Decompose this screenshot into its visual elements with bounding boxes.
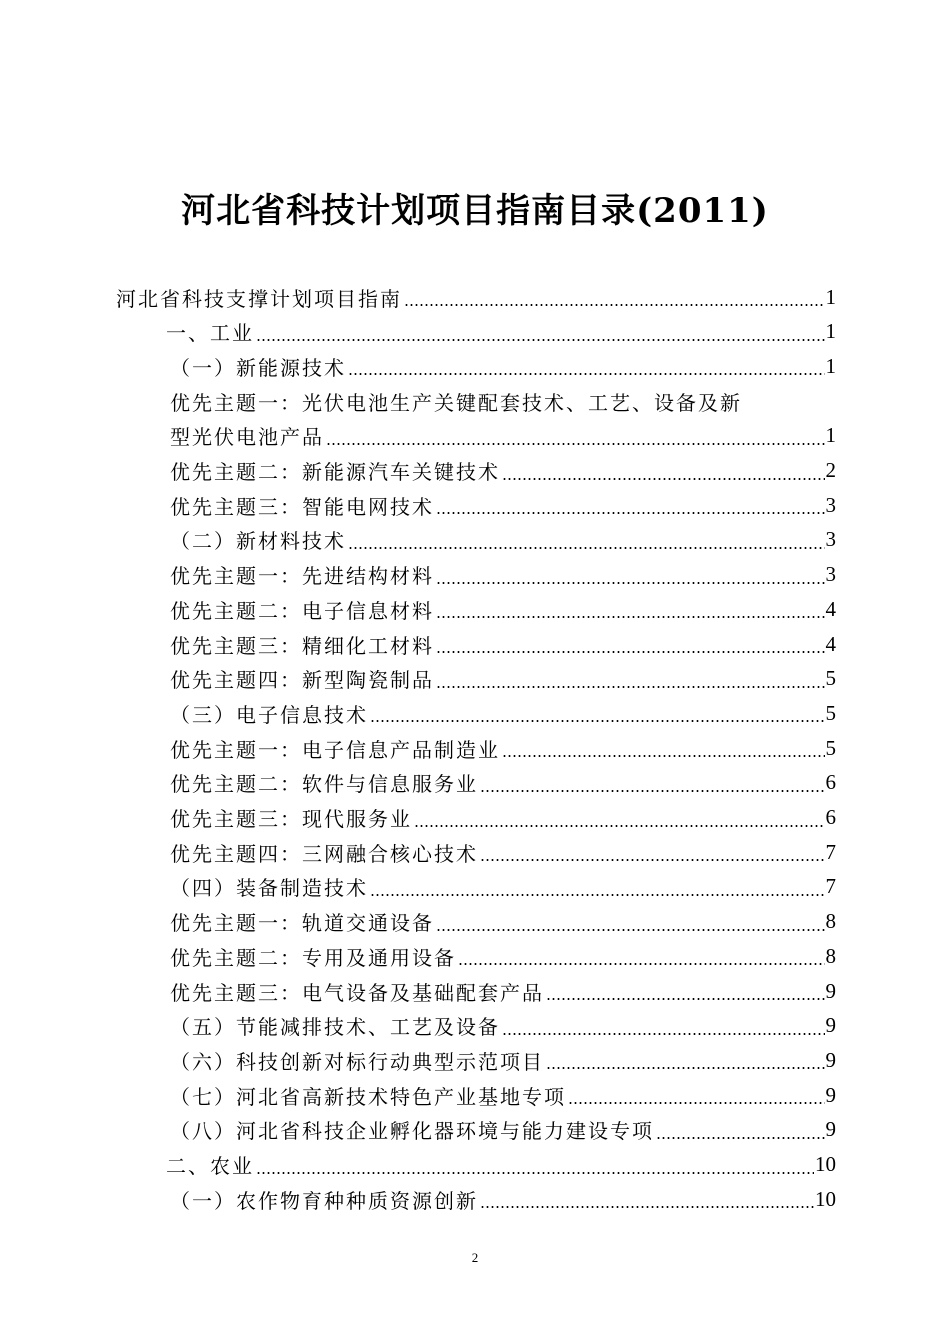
dot-leader — [568, 1078, 825, 1112]
dot-leader — [436, 905, 825, 939]
dot-leader — [436, 558, 825, 592]
dot-leader — [458, 939, 825, 973]
dot-leader — [546, 1043, 825, 1077]
toc-entry-label: （一）新能源技术 — [170, 355, 346, 380]
toc-entry-label: 优先主题二：专用及通用设备 — [170, 945, 456, 970]
toc-entry-rail-transit[interactable] — [170, 905, 836, 939]
toc-entry-page: 7 — [825, 874, 836, 899]
toc-entry-label: 优先主题四：新型陶瓷制品 — [170, 668, 434, 693]
toc-entry-equipment-manufacturing[interactable] — [170, 870, 836, 904]
dot-leader — [480, 766, 825, 800]
dot-leader — [656, 1113, 825, 1147]
toc-entry-label: 优先主题三：精细化工材料 — [170, 633, 434, 658]
toc-entry-page: 9 — [825, 1082, 836, 1107]
dot-leader — [404, 280, 825, 314]
toc-entry-label: 优先主题三：电气设备及基础配套产品 — [170, 980, 544, 1005]
dot-leader — [436, 662, 825, 696]
toc-entry-label: （六）科技创新对标行动典型示范项目 — [170, 1049, 544, 1074]
toc-entry-page: 2 — [825, 458, 836, 482]
toc-entry-label: 优先主题一：光伏电池生产关键配套技术、工艺、设备及新 — [170, 390, 742, 415]
toc-entry-label: （三）电子信息技术 — [170, 702, 368, 727]
toc-entry-label: 优先主题一：先进结构材料 — [170, 564, 434, 589]
toc-entry-pv-line1[interactable] — [170, 384, 836, 418]
toc-entry-label: （七）河北省高新技术特色产业基地专项 — [170, 1084, 566, 1109]
dot-leader — [502, 454, 825, 488]
toc-entry-page: 3 — [825, 527, 836, 552]
page-title: 河北省科技计划项目指南目录(2011) — [181, 191, 769, 231]
toc-entry-label: （一）农作物育种种质资源创新 — [170, 1188, 478, 1213]
toc-entry-energy-saving[interactable] — [170, 1009, 836, 1043]
dot-leader — [370, 870, 825, 904]
toc-entry-page: 10 — [815, 1186, 836, 1211]
toc-entry-new-energy[interactable] — [170, 349, 836, 383]
toc-entry-label: （四）装备制造技术 — [170, 876, 368, 901]
toc-entry-page: 5 — [825, 666, 836, 691]
toc-entry-nev[interactable] — [170, 454, 836, 488]
toc-entry-page: 5 — [825, 700, 836, 725]
toc-entry-page: 4 — [825, 596, 836, 621]
dot-leader — [348, 523, 825, 557]
toc-entry-page: 1 — [825, 319, 836, 344]
toc-entry-label: 型光伏电池产品 — [170, 425, 324, 450]
toc-entry-general-equipment[interactable] — [170, 939, 836, 973]
toc-entry-label: 优先主题三：智能电网技术 — [170, 494, 434, 519]
toc-entry-electronic-info[interactable] — [170, 696, 836, 730]
dot-leader — [480, 1182, 814, 1216]
dot-leader — [370, 696, 825, 730]
toc-entry-ceramics[interactable] — [170, 662, 836, 696]
toc-entry-pv[interactable] — [170, 419, 836, 453]
toc-entry-label: 优先主题四：三网融合核心技术 — [170, 841, 478, 866]
toc-entry-label: 河北省科技支撑计划项目指南 — [116, 286, 402, 311]
toc-entry-label: 优先主题一：轨道交通设备 — [170, 911, 434, 936]
dot-leader — [256, 315, 825, 349]
toc-entry-label: 优先主题二：新能源汽车关键技术 — [170, 460, 500, 484]
dot-leader — [436, 488, 825, 522]
toc-entry-benchmark-demo[interactable] — [170, 1043, 836, 1077]
toc-entry-new-materials[interactable] — [170, 523, 836, 557]
dot-leader — [348, 349, 825, 383]
toc-entry-page: 9 — [825, 1117, 836, 1142]
toc-entry-page: 7 — [825, 839, 836, 864]
toc-entry-software[interactable] — [170, 766, 836, 800]
toc-entry-label: 优先主题二：电子信息材料 — [170, 598, 434, 623]
toc-entry-page: 1 — [825, 423, 836, 448]
toc-entry-label: 二、农业 — [166, 1154, 254, 1178]
toc-entry-crop-breeding[interactable] — [170, 1182, 836, 1216]
toc-entry-agriculture[interactable] — [166, 1148, 836, 1182]
toc-entry-page: 5 — [825, 735, 836, 760]
toc-entry-electronics-manufacturing[interactable] — [170, 731, 836, 765]
toc-entry-page: 8 — [825, 943, 836, 968]
toc-entry-label: 优先主题三：现代服务业 — [170, 807, 412, 831]
toc-entry-page: 9 — [825, 1013, 836, 1038]
toc-entry-electronic-materials[interactable] — [170, 592, 836, 626]
dot-leader — [256, 1148, 814, 1182]
toc-entry-label: （八）河北省科技企业孵化器环境与能力建设专项 — [170, 1119, 654, 1144]
toc-entry-electrical-equipment[interactable] — [170, 974, 836, 1008]
toc-entry-page: 9 — [825, 978, 836, 1003]
toc-entry-page: 4 — [825, 631, 836, 656]
dot-leader — [502, 731, 825, 765]
toc-entry-page: 9 — [825, 1047, 836, 1072]
toc-entry-page: 8 — [825, 909, 836, 934]
dot-leader — [326, 419, 825, 453]
toc-entry-structural-materials[interactable] — [170, 558, 836, 592]
toc-entry-label: 一、工业 — [166, 321, 254, 346]
dot-leader — [546, 974, 825, 1008]
toc-entry-hitech-bases[interactable] — [170, 1078, 836, 1112]
toc-entry-label: （五）节能减排技术、工艺及设备 — [170, 1015, 500, 1040]
footer-page-number: 2 — [471, 1250, 479, 1265]
toc-entry-fine-chemical[interactable] — [170, 627, 836, 661]
toc-entry-label: （二）新材料技术 — [170, 529, 346, 554]
toc-entry-page: 3 — [825, 562, 836, 587]
dot-leader — [436, 627, 825, 661]
toc-entry-support-plan[interactable] — [116, 280, 836, 314]
toc-entry-page: 3 — [825, 492, 836, 517]
dot-leader — [480, 835, 825, 869]
toc-entry-label: 优先主题二：软件与信息服务业 — [170, 772, 478, 797]
toc-entry-page: 1 — [825, 284, 836, 309]
dot-leader — [414, 801, 825, 835]
toc-entry-smart-grid[interactable] — [170, 488, 836, 522]
dot-leader — [502, 1009, 825, 1043]
toc-entry-page: 6 — [825, 770, 836, 795]
toc-entry-modern-services[interactable] — [170, 801, 836, 835]
toc-entry-three-networks[interactable] — [170, 835, 836, 869]
toc-entry-industry[interactable] — [166, 315, 836, 349]
toc-entry-label: 优先主题一：电子信息产品制造业 — [170, 737, 500, 762]
toc-entry-page: 6 — [825, 805, 836, 829]
toc-entry-page: 10 — [815, 1152, 836, 1176]
toc-entry-incubators[interactable] — [170, 1113, 836, 1147]
toc-entry-page: 1 — [825, 353, 836, 378]
dot-leader — [436, 592, 825, 626]
